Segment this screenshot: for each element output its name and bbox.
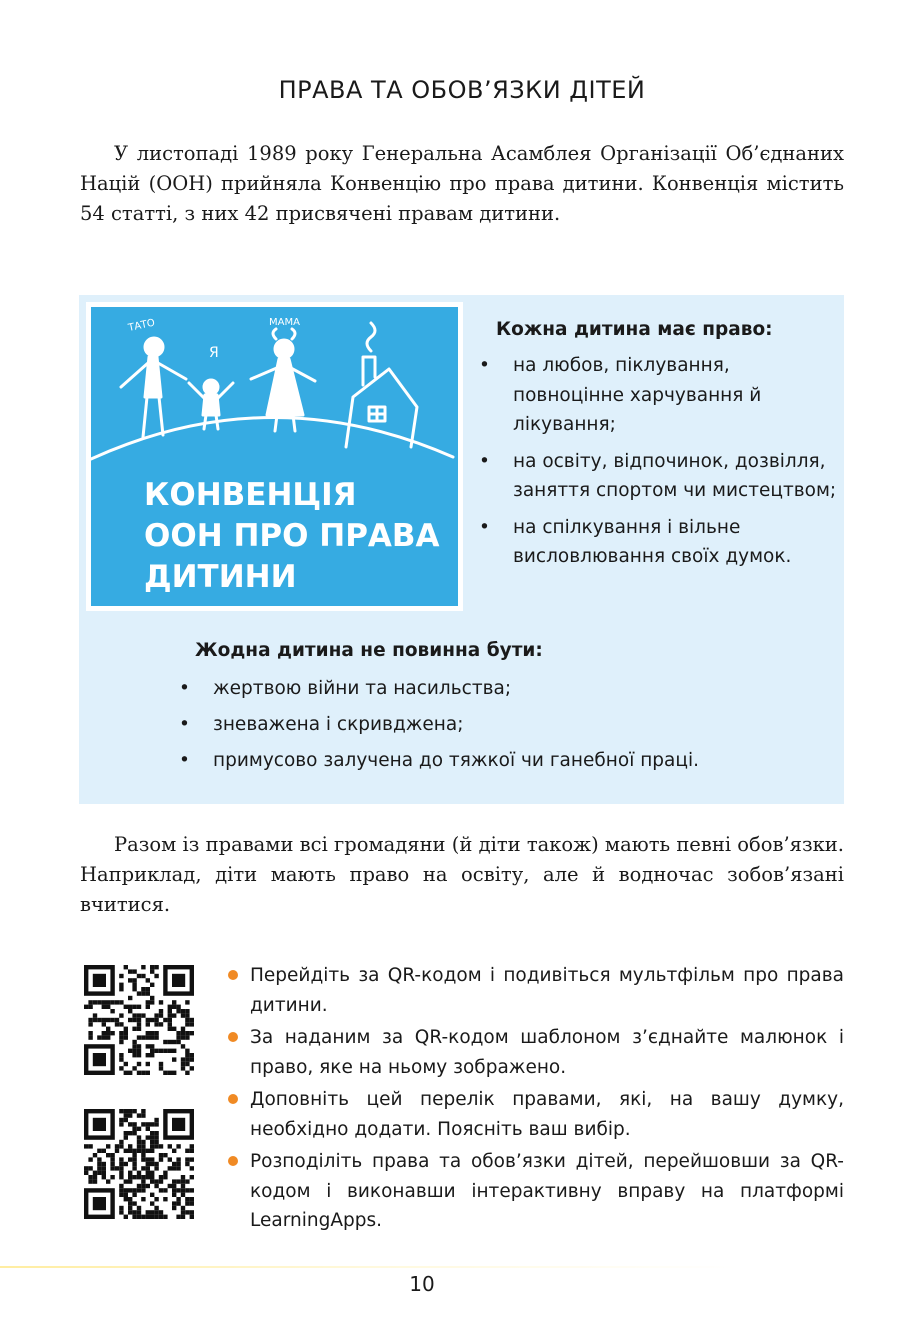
convention-poster — [86, 302, 463, 611]
poster-title-line-3: ДИТИНИ — [144, 559, 297, 595]
task-list — [228, 961, 844, 1239]
not-be-list — [177, 674, 699, 782]
poster-title-line-1: КОНВЕНЦІЯ — [144, 477, 357, 513]
poster-title-line-2: ООН ПРО ПРАВА — [144, 518, 440, 554]
rights-list — [477, 351, 837, 579]
list-item: • на спілкування і вільне висловлювання своїх думок. — [477, 513, 837, 572]
page-number: 10 — [409, 1272, 435, 1296]
rights-heading: Кожна дитина має право: — [496, 319, 773, 340]
footer-divider — [0, 1266, 740, 1268]
task-item: Розподіліть права та обов’язки дітей, перейшовши за QR-кодом і виконавши інтерактивну вправу на платформі LearningApps. — [228, 1147, 844, 1236]
list-item: • на любов, піклування, повноцінне харчування й лікування; — [477, 351, 837, 440]
list-item: • жертвою війни та насильства; — [177, 674, 699, 704]
page-title: ПРАВА ТА ОБОВ’ЯЗКИ ДІТЕЙ — [278, 76, 646, 104]
qr-code-1[interactable] — [84, 965, 194, 1075]
poster-title — [144, 475, 440, 598]
list-item: • на освіту, відпочинок, дозвілля, заняття спортом чи мистецтвом; — [477, 447, 837, 506]
me-label: Я — [209, 345, 219, 361]
task-item: За наданим за QR-кодом шаблоном з’єднайте малюнок і право, яке на ньому зображено. — [228, 1023, 844, 1082]
rights-info-box — [79, 295, 844, 804]
mom-label: МАМА — [269, 317, 300, 328]
qr-code-2[interactable] — [84, 1109, 194, 1219]
list-item: • примусово залучена до тяжкої чи ганебної праці. — [177, 746, 699, 776]
task-item: Доповніть цей перелік правами, які, на вашу думку, необхідно додати. Поясніть ваш вибір. — [228, 1085, 844, 1144]
task-item: Перейдіть за QR-кодом і подивіться мультфільм про права дитини. — [228, 961, 844, 1020]
intro-paragraph: У листопаді 1989 року Генеральна Асамблея Організації Об’єднаних Націй (ООН) прийняла Конвенцію про права дитини. Конвенція містить 54 статті, з них 42 присвячені правам дитини. — [80, 142, 844, 225]
duties-paragraph: Разом із правами всі громадяни (й діти також) мають певні обов’язки. Наприклад, діти мають право на освіту, але й водночас зобов’язані вчитися. — [80, 833, 844, 916]
not-be-heading: Жодна дитина не повинна бути: — [195, 640, 543, 661]
list-item: • зневажена і скривджена; — [177, 710, 699, 740]
dad-label: ТАТО — [127, 317, 156, 334]
